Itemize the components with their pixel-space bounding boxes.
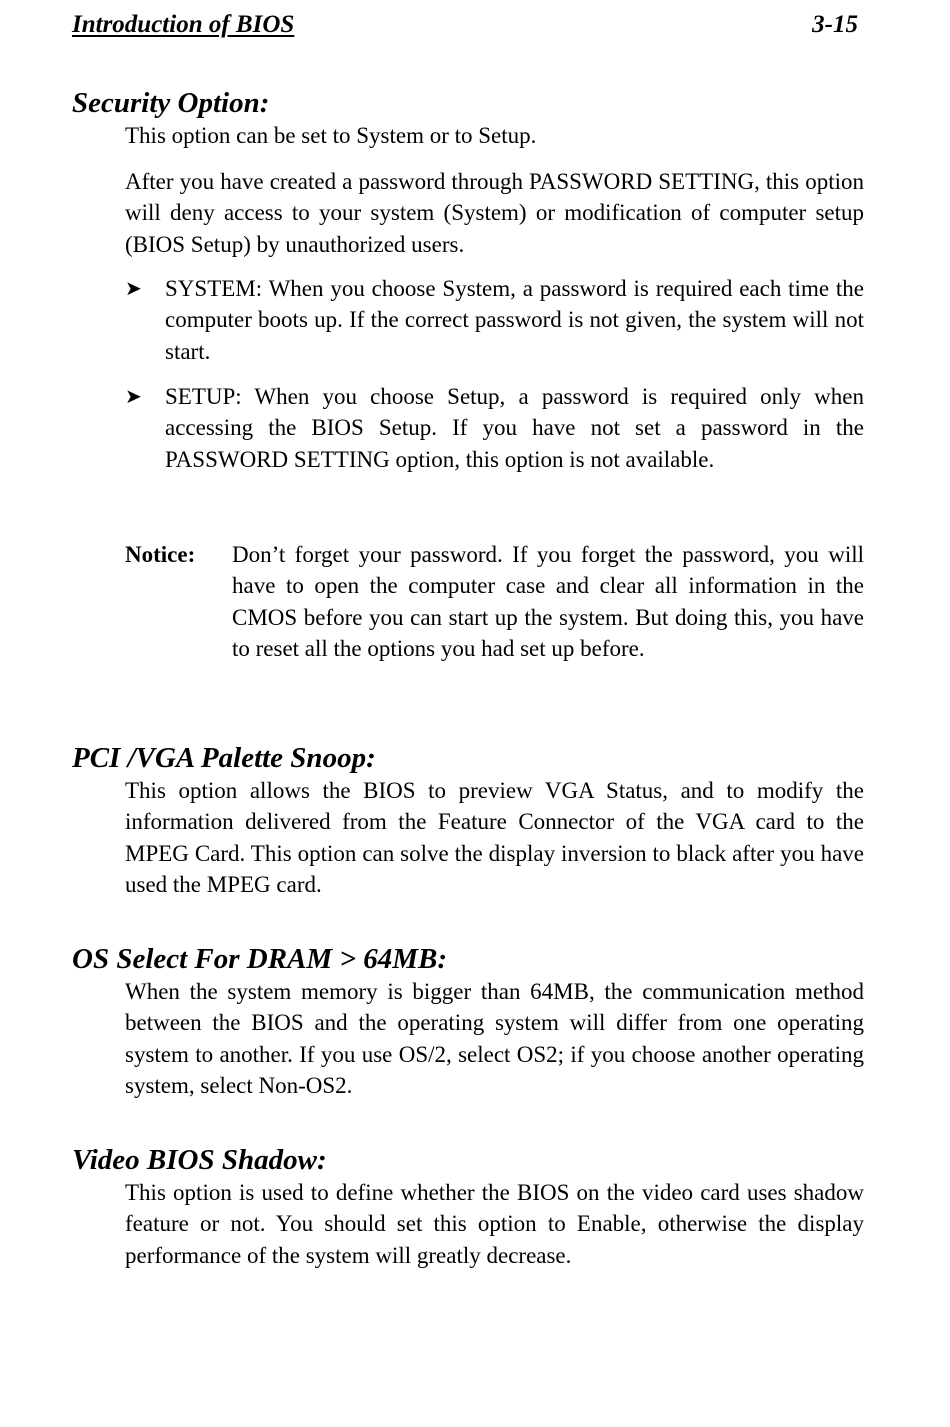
- section-title-os-select: OS Select For DRAM > 64MB:: [72, 943, 448, 975]
- video-bios-paragraph: This option is used to define whether the BIOS on the video card uses shadow feature or not. You should set this option to Enable, otherwise the display performance of the system will greatly decrease.: [125, 1180, 864, 1268]
- running-header: [72, 8, 858, 42]
- chapter-title: Introduction of BIOS: [72, 11, 295, 38]
- arrow-bullet-icon: ➤: [125, 384, 142, 408]
- notice-text: Don’t forget your password. If you forget the password, you will have to open the computer case and clear all information in the CMOS before you can start up the system. But doing this, you have to reset all the options you had set up before.: [232, 542, 864, 661]
- section-title-security-option: Security Option:: [72, 87, 270, 119]
- pci-vga-paragraph: This option allows the BIOS to preview VGA Status, and to modify the information delivered from the Feature Connector of the VGA card to the MPEG Card. This option can solve the display inversion to black after you have used the MPEG card.: [125, 778, 864, 897]
- section-title-pci-vga-palette-snoop: PCI /VGA Palette Snoop:: [72, 742, 376, 774]
- notice-block: [125, 539, 864, 664]
- security-intro-paragraph: This option can be set to System or to Setup.: [125, 123, 537, 148]
- bullet-text-setup: SETUP: When you choose Setup, a password is required only when accessing the BIOS Setup. If you have not set a password in the PASSWORD SETTING option, this option is not available.: [165, 384, 864, 472]
- bullet-text-system: SYSTEM: When you choose System, a password is required each time the computer boots up. If the correct password is not given, the system will not start.: [165, 276, 864, 364]
- section-title-video-bios-shadow: Video BIOS Shadow:: [72, 1144, 327, 1176]
- bullet-item-setup: [125, 381, 864, 475]
- bullet-item-system: [125, 273, 864, 367]
- page-number: 3-15: [812, 11, 858, 38]
- os-select-paragraph: When the system memory is bigger than 64MB, the communication method between the BIOS and the operating system will differ from one operating system to another. If you use OS/2, select OS2; if you choose another operating system, select Non-OS2.: [125, 979, 864, 1098]
- notice-label: Notice:: [125, 542, 196, 567]
- security-description-paragraph: After you have created a password through PASSWORD SETTING, this option will deny access to your system (System) or modification of computer setup (BIOS Setup) by unauthorized users.: [125, 169, 864, 257]
- arrow-bullet-icon: ➤: [125, 276, 142, 300]
